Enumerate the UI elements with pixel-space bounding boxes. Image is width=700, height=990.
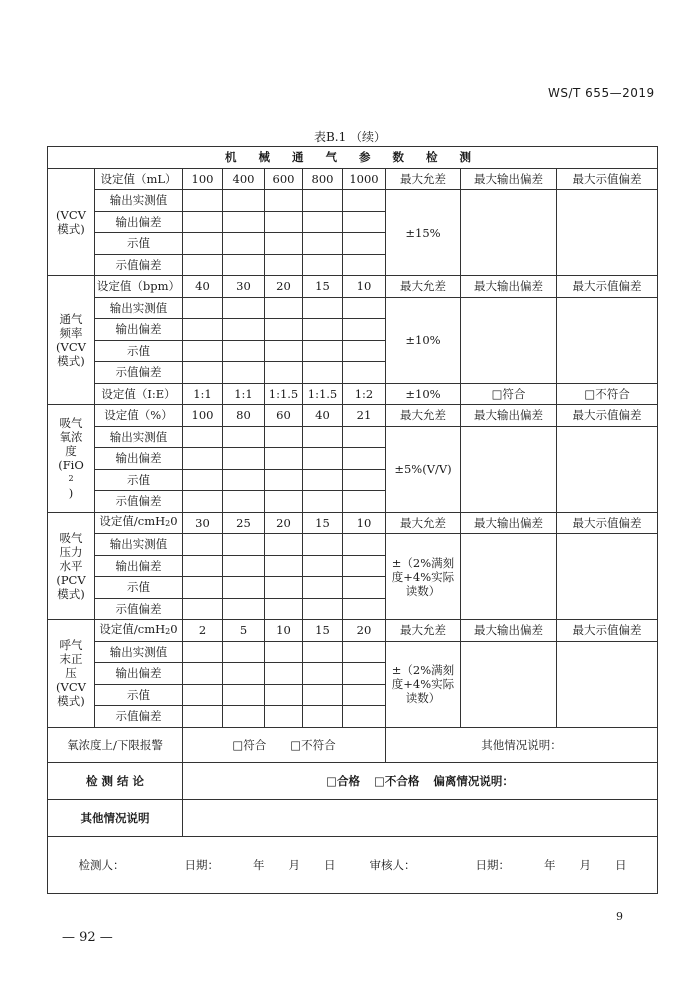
cell[interactable]: [265, 469, 303, 491]
cell[interactable]: [223, 254, 265, 276]
cell[interactable]: [223, 426, 265, 448]
row-label-display: 示值: [95, 684, 183, 706]
row-label-set-cmh2o: 设定值/cmH20: [95, 512, 183, 534]
cell[interactable]: [343, 319, 386, 341]
cell[interactable]: [265, 297, 303, 319]
col-head-max-disp-dev: 最大示值偏差: [557, 168, 658, 190]
row-label-out-dev: 输出偏差: [95, 319, 183, 341]
cell[interactable]: [223, 448, 265, 470]
cell[interactable]: [303, 426, 343, 448]
cell[interactable]: [303, 319, 343, 341]
row-label-display-dev: 示值偏差: [95, 254, 183, 276]
cell[interactable]: [183, 534, 223, 556]
cell[interactable]: [183, 211, 223, 233]
other-notes-label: 其他情况说明: [48, 799, 183, 836]
cell[interactable]: [183, 491, 223, 513]
vt-max-disp-dev-cell[interactable]: [557, 190, 658, 276]
group-label-pcv: 吸气 压力 水平 (PCV 模式): [48, 512, 95, 620]
row-label-set-cmh2o: 设定值/cmH20: [95, 620, 183, 642]
cell[interactable]: [265, 684, 303, 706]
col-head-max-out-dev: 最大输出偏差: [461, 512, 557, 534]
cell[interactable]: [343, 598, 386, 620]
ie-pass-checkbox[interactable]: □符合: [461, 383, 557, 405]
standard-number: WS/T 655—2019: [548, 86, 655, 100]
col-head-max-allow: 最大允差: [386, 405, 461, 427]
col-head-max-out-dev: 最大输出偏差: [461, 405, 557, 427]
qualified-checkbox[interactable]: □合格: [326, 773, 361, 788]
rate-tolerance: ±10%: [386, 297, 461, 383]
other-notes-cell[interactable]: [183, 799, 658, 836]
cell[interactable]: [303, 362, 343, 384]
pcv-setting-5: 10: [343, 512, 386, 534]
alarm-fail-checkbox[interactable]: □不符合: [290, 737, 336, 752]
vt-setting-1: 100: [183, 168, 223, 190]
row-label-measured: 输出实测值: [95, 534, 183, 556]
group-label-peep: 呼气 末正 压 (VCV 模式): [48, 620, 95, 728]
o2-setting-2: 80: [223, 405, 265, 427]
cell[interactable]: [223, 555, 265, 577]
row-label-display: 示值: [95, 577, 183, 599]
o2-measured-row: [48, 426, 658, 448]
pcv-setting-2: 25: [223, 512, 265, 534]
rate-max-disp-dev-cell[interactable]: [557, 297, 658, 383]
cell[interactable]: [223, 534, 265, 556]
row-label-out-dev: 输出偏差: [95, 448, 183, 470]
cell[interactable]: [223, 469, 265, 491]
o2-max-disp-dev-cell[interactable]: [557, 426, 658, 512]
cell[interactable]: [343, 534, 386, 556]
row-label-set-ie: 设定值（I:E）: [95, 383, 183, 405]
cell[interactable]: [265, 491, 303, 513]
cell[interactable]: [183, 448, 223, 470]
vt-setting-5: 1000: [343, 168, 386, 190]
o2-max-out-dev-cell[interactable]: [461, 426, 557, 512]
alarm-options: [183, 727, 386, 762]
cell[interactable]: [183, 641, 223, 663]
cell[interactable]: [343, 340, 386, 362]
cell[interactable]: [303, 491, 343, 513]
tester-date-label[interactable]: 日期：: [184, 857, 220, 872]
o2-tolerance: ±5%(V/V): [386, 426, 461, 512]
cell[interactable]: [343, 448, 386, 470]
peep-setting-2: 5: [223, 620, 265, 642]
cell[interactable]: [223, 211, 265, 233]
cell[interactable]: [265, 362, 303, 384]
o2-setting-row: [48, 405, 658, 427]
cell[interactable]: [183, 319, 223, 341]
cell[interactable]: [183, 577, 223, 599]
cell[interactable]: [223, 684, 265, 706]
cell[interactable]: [223, 340, 265, 362]
pcv-setting-1: 30: [183, 512, 223, 534]
ie-setting-row: [48, 383, 658, 405]
pcv-max-out-dev-cell[interactable]: [461, 534, 557, 620]
conclusion-label: 检 测 结 论: [48, 762, 183, 799]
row-label-set-pct: 设定值（%）: [95, 405, 183, 427]
cell[interactable]: [183, 555, 223, 577]
cell[interactable]: [265, 663, 303, 685]
ie-tolerance: ±10%: [386, 383, 461, 405]
cell[interactable]: [343, 469, 386, 491]
cell[interactable]: [183, 426, 223, 448]
cell[interactable]: [303, 555, 343, 577]
cell[interactable]: [265, 233, 303, 255]
vt-setting-3: 600: [265, 168, 303, 190]
rate-max-out-dev-cell[interactable]: [461, 297, 557, 383]
cell[interactable]: [223, 190, 265, 212]
cell[interactable]: [303, 684, 343, 706]
signature-line: 检测人： 日期： 年 月 日 审核人： 日期： 年 月 日: [48, 836, 658, 893]
cell[interactable]: [183, 233, 223, 255]
vt-tolerance: ±15%: [386, 190, 461, 276]
page-number-inner: 9: [616, 910, 623, 923]
cell[interactable]: [183, 190, 223, 212]
cell[interactable]: [343, 362, 386, 384]
cell[interactable]: [223, 233, 265, 255]
alarm-row: [48, 727, 658, 762]
cell[interactable]: [223, 598, 265, 620]
cell[interactable]: [265, 577, 303, 599]
cell[interactable]: [223, 297, 265, 319]
rate-setting-row: [48, 276, 658, 298]
ie-setting-1: 1:1: [183, 383, 223, 405]
cell[interactable]: [303, 641, 343, 663]
row-label-set-bpm: 设定值（bpm）: [95, 276, 183, 298]
cell[interactable]: [343, 577, 386, 599]
peep-tolerance: ±（2%满刻 度+4%实际 读数）: [386, 641, 461, 727]
cell[interactable]: [303, 706, 343, 728]
cell[interactable]: [183, 469, 223, 491]
cell[interactable]: [183, 340, 223, 362]
o2-setting-1: 100: [183, 405, 223, 427]
cell[interactable]: [223, 319, 265, 341]
tester-label[interactable]: 检测人：: [78, 857, 125, 872]
cell[interactable]: [223, 706, 265, 728]
cell[interactable]: [343, 254, 386, 276]
signature-row: [48, 836, 658, 893]
cell[interactable]: [265, 641, 303, 663]
cell[interactable]: [343, 663, 386, 685]
ie-fail-checkbox[interactable]: □不符合: [557, 383, 658, 405]
cell[interactable]: [223, 491, 265, 513]
row-label-display: 示值: [95, 340, 183, 362]
cell[interactable]: [183, 663, 223, 685]
cell[interactable]: [343, 684, 386, 706]
cell[interactable]: [343, 426, 386, 448]
col-head-max-disp-dev: 最大示值偏差: [557, 405, 658, 427]
pcv-setting-4: 15: [303, 512, 343, 534]
ie-setting-4: 1:1.5: [303, 383, 343, 405]
vt-setting-row: [48, 168, 658, 190]
cell[interactable]: [223, 663, 265, 685]
cell[interactable]: [265, 534, 303, 556]
peep-setting-1: 2: [183, 620, 223, 642]
cell[interactable]: [303, 211, 343, 233]
cell[interactable]: [183, 684, 223, 706]
cell[interactable]: [303, 598, 343, 620]
rate-setting-2: 30: [223, 276, 265, 298]
peep-max-out-dev-cell[interactable]: [461, 641, 557, 727]
o2-setting-5: 21: [343, 405, 386, 427]
pcv-tolerance: ±（2%满刻 度+4%实际 读数）: [386, 534, 461, 620]
cell[interactable]: [265, 426, 303, 448]
cell[interactable]: [223, 362, 265, 384]
peep-setting-row: [48, 620, 658, 642]
cell[interactable]: [343, 211, 386, 233]
col-head-max-out-dev: 最大输出偏差: [461, 620, 557, 642]
cell[interactable]: [303, 448, 343, 470]
col-head-max-allow: 最大允差: [386, 276, 461, 298]
cell[interactable]: [343, 190, 386, 212]
ie-setting-3: 1:1.5: [265, 383, 303, 405]
rate-setting-4: 15: [303, 276, 343, 298]
vt-setting-2: 400: [223, 168, 265, 190]
ie-setting-5: 1:2: [343, 383, 386, 405]
col-head-max-allow: 最大允差: [386, 620, 461, 642]
pcv-max-disp-dev-cell[interactable]: [557, 534, 658, 620]
row-label-display: 示值: [95, 233, 183, 255]
page-number-outer: — 92 —: [62, 930, 113, 945]
title-row: [48, 147, 658, 169]
cell[interactable]: [265, 448, 303, 470]
reviewer-label[interactable]: 审核人：: [369, 857, 416, 872]
row-label-display-dev: 示值偏差: [95, 362, 183, 384]
peep-measured-row: [48, 641, 658, 663]
peep-setting-3: 10: [265, 620, 303, 642]
cell[interactable]: [303, 534, 343, 556]
row-label-out-dev: 输出偏差: [95, 211, 183, 233]
group-label-rate: 通气 频率 (VCV 模式): [48, 276, 95, 405]
o2-setting-3: 60: [265, 405, 303, 427]
row-label-set-ml: 设定值（mL）: [95, 168, 183, 190]
conclusion-row: [48, 762, 658, 799]
vt-setting-4: 800: [303, 168, 343, 190]
group-label-o2: 吸气 氧浓 度 (FiO 2 ): [48, 405, 95, 513]
cell[interactable]: [265, 211, 303, 233]
row-label-display-dev: 示值偏差: [95, 706, 183, 728]
row-label-out-dev: 输出偏差: [95, 663, 183, 685]
cell[interactable]: [303, 190, 343, 212]
cell[interactable]: [265, 340, 303, 362]
cell[interactable]: [303, 469, 343, 491]
cell[interactable]: [303, 297, 343, 319]
col-head-max-allow: 最大允差: [386, 512, 461, 534]
reviewer-date-label[interactable]: 日期：: [475, 857, 511, 872]
row-label-display: 示值: [95, 469, 183, 491]
conclusion-options: [183, 762, 658, 799]
cell[interactable]: [343, 233, 386, 255]
cell[interactable]: [265, 319, 303, 341]
cell[interactable]: [265, 555, 303, 577]
cell[interactable]: [303, 577, 343, 599]
cell[interactable]: [343, 706, 386, 728]
peep-max-disp-dev-cell[interactable]: [557, 641, 658, 727]
cell[interactable]: [265, 254, 303, 276]
row-label-display-dev: 示值偏差: [95, 598, 183, 620]
deviation-notes[interactable]: 偏离情况说明：: [433, 773, 514, 788]
alarm-other-notes[interactable]: 其他情况说明：: [386, 727, 658, 762]
cell[interactable]: [183, 706, 223, 728]
cell[interactable]: [183, 362, 223, 384]
group-label-vt: (VCV 模式): [48, 168, 95, 276]
alarm-pass-checkbox[interactable]: □符合: [232, 737, 267, 752]
vt-measured-row: [48, 190, 658, 212]
cell[interactable]: [223, 641, 265, 663]
ventilation-parameter-table: [47, 146, 658, 894]
other-notes-row: [48, 799, 658, 836]
col-head-max-allow: 最大允差: [386, 168, 461, 190]
cell[interactable]: [265, 190, 303, 212]
vt-max-out-dev-cell[interactable]: [461, 190, 557, 276]
cell[interactable]: [265, 706, 303, 728]
cell[interactable]: [183, 297, 223, 319]
pcv-setting-3: 20: [265, 512, 303, 534]
alarm-label: 氧浓度上/下限报警: [48, 727, 183, 762]
rate-measured-row: [48, 297, 658, 319]
col-head-max-disp-dev: 最大示值偏差: [557, 276, 658, 298]
cell[interactable]: [343, 555, 386, 577]
col-head-max-disp-dev: 最大示值偏差: [557, 512, 658, 534]
pcv-setting-row: [48, 512, 658, 534]
pcv-measured-row: [48, 534, 658, 556]
cell[interactable]: [183, 254, 223, 276]
cell[interactable]: [303, 340, 343, 362]
row-label-measured: 输出实测值: [95, 190, 183, 212]
col-head-max-out-dev: 最大输出偏差: [461, 168, 557, 190]
cell[interactable]: [265, 598, 303, 620]
rate-setting-1: 40: [183, 276, 223, 298]
row-label-display-dev: 示值偏差: [95, 491, 183, 513]
col-head-max-disp-dev: 最大示值偏差: [557, 620, 658, 642]
table-title: 机 械 通 气 参 数 检 测: [48, 147, 658, 169]
peep-setting-4: 15: [303, 620, 343, 642]
col-head-max-out-dev: 最大输出偏差: [461, 276, 557, 298]
unqualified-checkbox[interactable]: □不合格: [374, 773, 420, 788]
cell[interactable]: [303, 254, 343, 276]
row-label-measured: 输出实测值: [95, 641, 183, 663]
cell[interactable]: [343, 491, 386, 513]
rate-setting-3: 20: [265, 276, 303, 298]
peep-setting-5: 20: [343, 620, 386, 642]
table-caption: 表B.1 （续）: [313, 130, 387, 144]
rate-setting-5: 10: [343, 276, 386, 298]
cell[interactable]: [223, 577, 265, 599]
ie-setting-2: 1:1: [223, 383, 265, 405]
cell[interactable]: [183, 598, 223, 620]
row-label-measured: 输出实测值: [95, 426, 183, 448]
cell[interactable]: [303, 663, 343, 685]
row-label-out-dev: 输出偏差: [95, 555, 183, 577]
o2-setting-4: 40: [303, 405, 343, 427]
cell[interactable]: [343, 641, 386, 663]
cell[interactable]: [303, 233, 343, 255]
cell[interactable]: [343, 297, 386, 319]
row-label-measured: 输出实测值: [95, 297, 183, 319]
